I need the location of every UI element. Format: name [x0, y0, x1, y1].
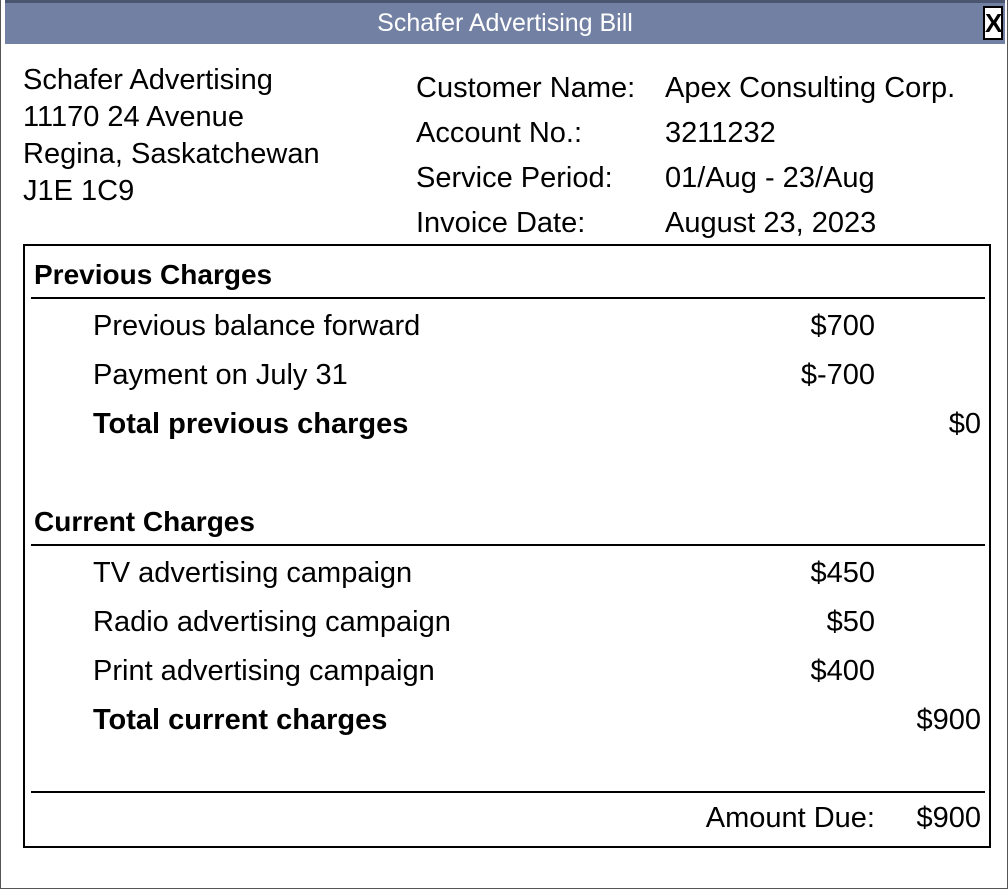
sender-address — [23, 62, 320, 210]
amount-due-label: Amount Due: — [705, 802, 875, 834]
line-item-description: TV advertising campaign — [93, 557, 413, 589]
line-item-amount: $450 — [810, 557, 875, 589]
total-previous-charges-label: Total previous charges — [93, 408, 409, 440]
total-current-charges-amount: $900 — [916, 704, 981, 736]
line-item — [93, 602, 875, 642]
current-charges-heading: Current Charges — [34, 506, 255, 537]
service-period-value: 01/Aug - 23/Aug — [665, 162, 875, 194]
line-item — [93, 306, 875, 346]
previous-charges-divider — [31, 297, 985, 299]
line-item-description: Payment on July 31 — [93, 359, 348, 391]
line-item-amount: $-700 — [800, 359, 875, 391]
previous-charges-heading: Previous Charges — [34, 259, 273, 290]
invoice-date-value: August 23, 2023 — [665, 207, 877, 239]
total-current-charges-row — [93, 700, 981, 740]
customer-name-label: Customer Name: — [416, 72, 636, 104]
amount-due-row — [31, 798, 981, 838]
window-title: Schafer Advertising Bill — [377, 9, 633, 37]
amount-due-value: $900 — [916, 802, 981, 834]
close-button[interactable]: X — [985, 8, 1003, 38]
invoice-date-label: Invoice Date: — [416, 207, 586, 239]
line-item-amount: $50 — [826, 606, 875, 638]
line-item-description: Radio advertising campaign — [93, 606, 451, 638]
line-item-description: Print advertising campaign — [93, 655, 435, 687]
account-number-label: Account No.: — [416, 117, 583, 149]
line-item-description: Previous balance forward — [93, 310, 421, 342]
amount-due-divider — [31, 791, 985, 793]
sender-postal-code: J1E 1C9 — [23, 175, 135, 207]
line-item-amount: $700 — [810, 310, 875, 342]
total-previous-charges-row — [93, 404, 981, 444]
line-item — [93, 651, 875, 691]
sender-city: Regina, Saskatchewan — [23, 138, 320, 170]
service-period-label: Service Period: — [416, 162, 613, 194]
current-charges-divider — [31, 544, 985, 546]
customer-name-value: Apex Consulting Corp. — [665, 72, 956, 104]
charges-box — [23, 244, 991, 848]
sender-street: 11170 24 Avenue — [23, 101, 244, 133]
line-item — [93, 553, 875, 593]
total-current-charges-label: Total current charges — [93, 704, 388, 736]
line-item-amount: $400 — [810, 655, 875, 687]
line-item — [93, 355, 875, 395]
total-previous-charges-amount: $0 — [948, 408, 981, 440]
sender-name: Schafer Advertising — [23, 64, 273, 96]
account-number-value: 3211232 — [665, 117, 776, 149]
title-bar[interactable] — [5, 0, 1005, 44]
